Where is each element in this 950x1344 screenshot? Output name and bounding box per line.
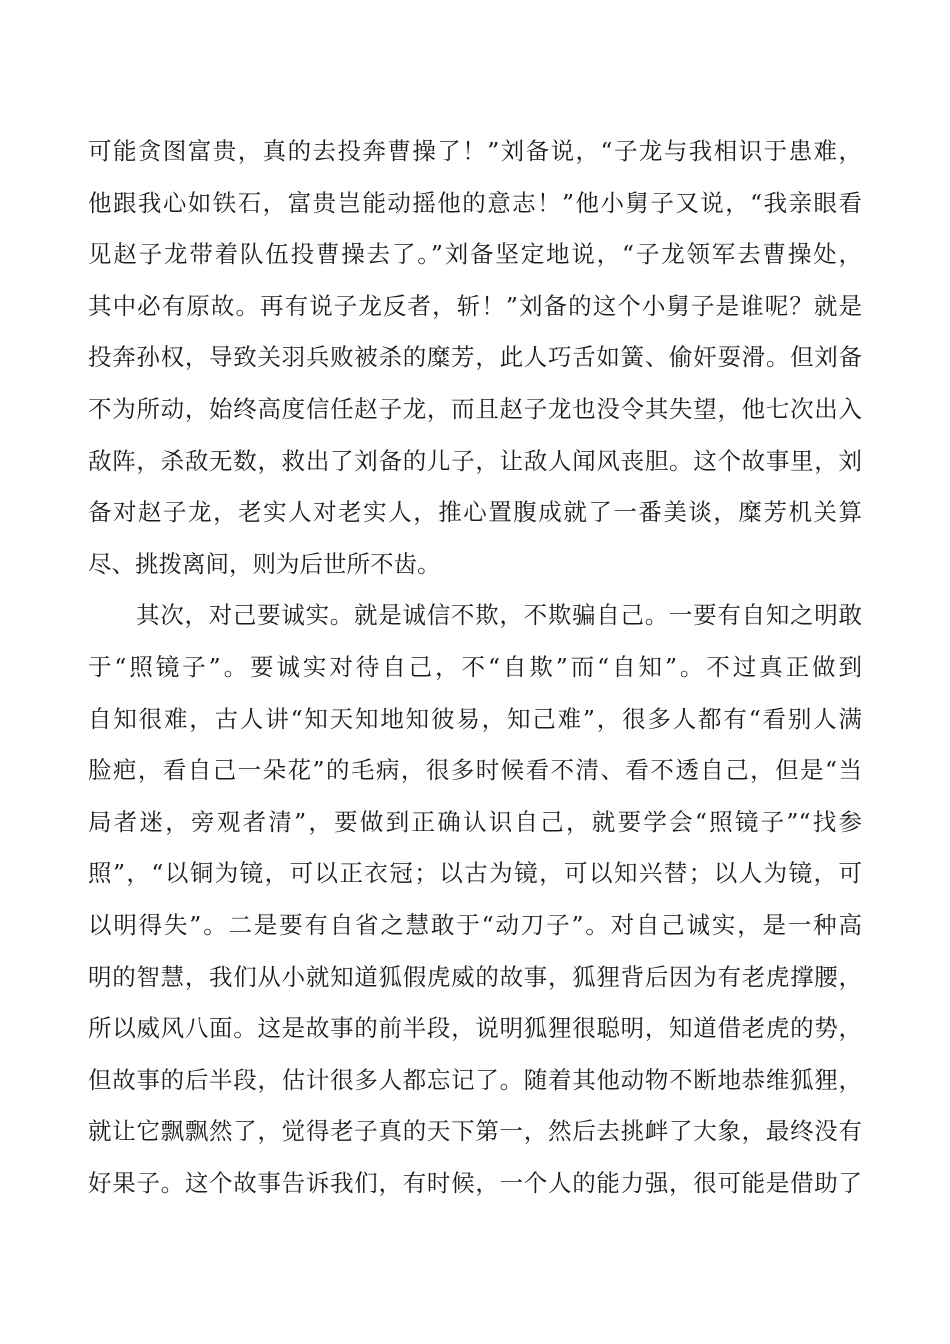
text-line: 其中必有原故。再有说子龙反者，斩！”刘备的这个小舅子是谁呢？就是 xyxy=(88,291,862,320)
text-line: 其次，对己要诚实。就是诚信不欺，不欺骗自己。一要有自知之明敢 xyxy=(136,601,862,630)
text-line: 但故事的后半段，估计很多人都忘记了。随着其他动物不断地恭维狐狸， xyxy=(88,1065,862,1094)
text-line: 于“照镜子”。要诚实对待自己，不“自欺”而“自知”。不过真正做到 xyxy=(88,652,862,681)
text-line: 他跟我心如铁石，富贵岂能动摇他的意志！”他小舅子又说，“我亲眼看 xyxy=(88,188,862,217)
text-line: 自知很难，古人讲“知天知地知彼易，知己难”，很多人都有“看别人满 xyxy=(88,704,862,733)
text-line: 局者迷，旁观者清”，要做到正确认识自己，就要学会“照镜子”“找参 xyxy=(88,807,862,836)
text-line: 可能贪图富贵，真的去投奔曹操了！”刘备说，“子龙与我相识于患难， xyxy=(88,137,862,165)
text-line: 就让它飘飘然了，觉得老子真的天下第一，然后去挑衅了大象，最终没有 xyxy=(88,1117,862,1146)
text-line: 脸疤，看自己一朵花”的毛病，很多时候看不清、看不透自己，但是“当 xyxy=(88,756,862,785)
text-line: 以明得失”。二是要有自省之慧敢于“动刀子”。对自己诚实，是一种高 xyxy=(88,910,862,939)
text-line: 投奔孙权，导致关羽兵败被杀的糜芳，此人巧舌如簧、偷奸耍滑。但刘备 xyxy=(88,343,862,372)
text-line: 敌阵，杀敌无数，救出了刘备的儿子，让敌人闻风丧胆。这个故事里，刘 xyxy=(88,446,862,475)
text-line: 照”，“以铜为镜，可以正衣冠；以古为镜，可以知兴替；以人为镜，可 xyxy=(88,859,862,888)
text-line: 不为所动，始终高度信任赵子龙，而且赵子龙也没令其失望，他七次出入 xyxy=(88,394,862,423)
paragraph-2 xyxy=(88,590,862,1209)
text-line: 所以威风八面。这是故事的前半段，说明狐狸很聪明，知道借老虎的势， xyxy=(88,1014,862,1043)
document-page xyxy=(88,126,862,1209)
text-line: 明的智慧，我们从小就知道狐假虎威的故事，狐狸背后因为有老虎撑腰， xyxy=(88,962,862,991)
text-line: 尽、挑拨离间，则为后世所不齿。 xyxy=(88,549,441,578)
text-line: 备对赵子龙，老实人对老实人，推心置腹成就了一番美谈，糜芳机关算 xyxy=(88,498,862,527)
text-line: 好果子。这个故事告诉我们，有时候，一个人的能力强，很可能是借助了 xyxy=(88,1168,862,1197)
text-line: 见赵子龙带着队伍投曹操去了。”刘备坚定地说，“子龙领军去曹操处， xyxy=(88,240,862,269)
paragraph-1 xyxy=(88,126,862,590)
